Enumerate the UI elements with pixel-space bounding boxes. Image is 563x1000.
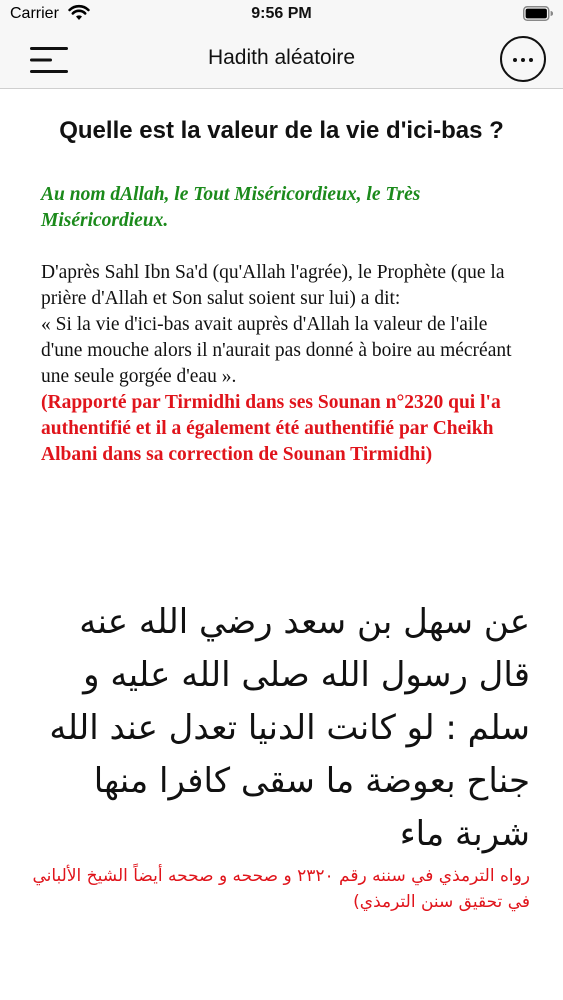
status-bar — [0, 0, 563, 30]
more-dot — [521, 58, 525, 62]
french-hadith-text: D'après Sahl Ibn Sa'd (qu'Allah l'agrée), le Prophète (que la prière d'Allah et Son salut soient sur lui) a dit: « Si la vie d'ici-bas avait auprès d'Allah la valeur de l'aile d'une mouche alors il n'aurait pas donné à boire au mécréant une seule gorgée d'eau ». — [41, 262, 512, 387]
arabic-section — [30, 596, 530, 915]
ellipsis-circle-icon[interactable] — [500, 36, 546, 82]
carrier-label: Carrier — [10, 5, 59, 22]
french-section — [41, 182, 531, 468]
french-reference: (Rapporté par Tirmidhi dans ses Sounan n°2320 qui l'a authentifié et il a également été authentifié par Cheikh Albani dans sa correction de Sounan Tirmidhi) — [41, 392, 501, 465]
hadith-title: Quelle est la valeur de la vie d'ici-bas ? — [59, 117, 504, 144]
page-title: Hadith aléatoire — [207, 46, 356, 69]
navigation-bar — [0, 30, 563, 89]
status-time: 9:56 PM — [251, 5, 312, 22]
arabic-hadith-text: عن سهل بن سعد رضي الله عنه قال رسول الله صلى الله عليه و سلم : لو كانت الدنيا تعدل عند الله جناح بعوضة ما سقى كافرا منها شربة ماء — [49, 602, 530, 854]
more-dot — [529, 58, 533, 62]
basmala-text: Au nom dAllah, le Tout Miséricordieux, le Très Miséricordieux. — [41, 184, 421, 231]
more-dot — [513, 58, 517, 62]
arabic-reference: رواه الترمذي في سننه رقم ٢٣٢٠ و صححه و صححه أيضاً الشيخ الألباني في تحقيق سنن الترمذي) — [32, 866, 530, 912]
battery-icon — [523, 6, 553, 21]
